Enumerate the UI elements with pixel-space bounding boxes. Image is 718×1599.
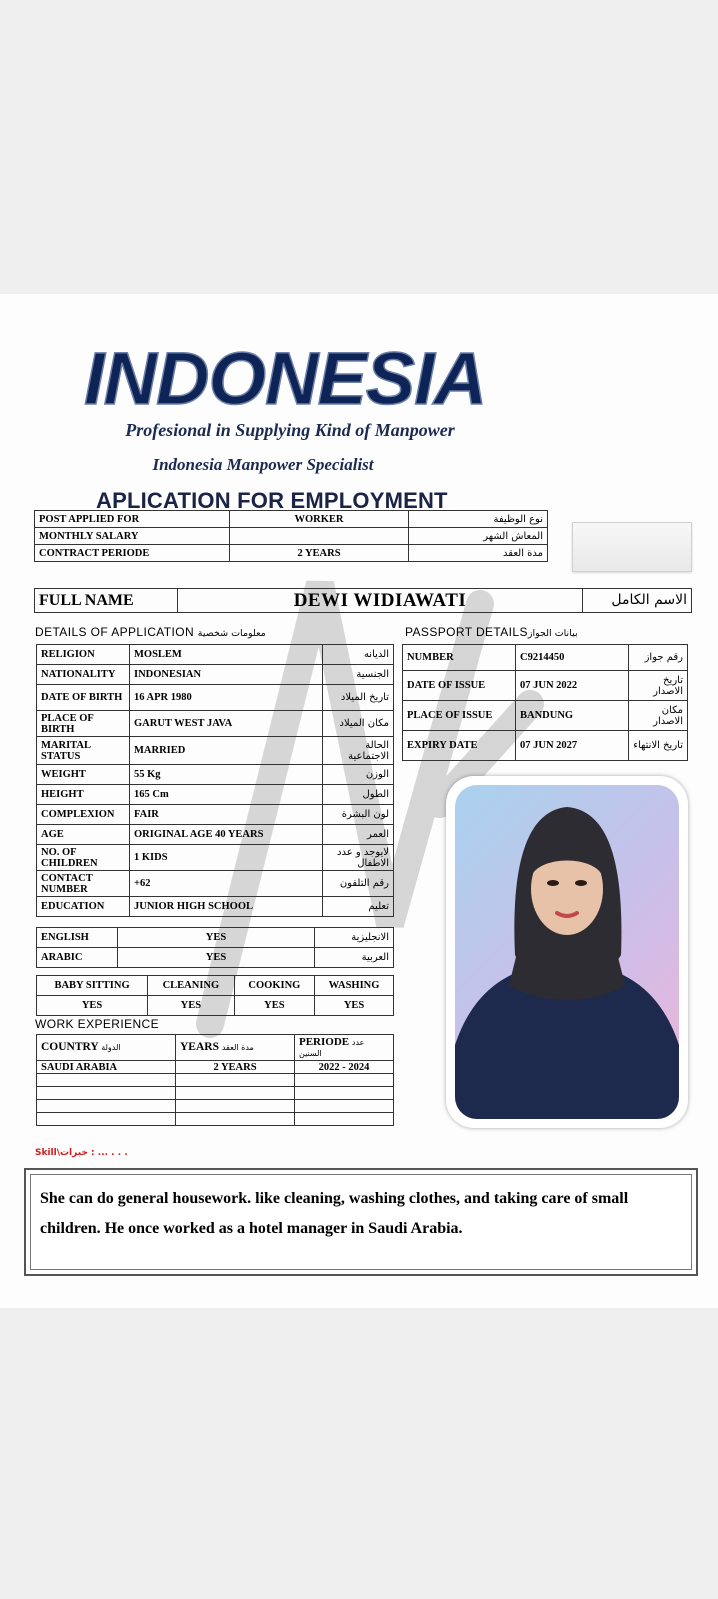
application-sheet (0, 294, 718, 1308)
passport-label-ar: تاريخ الاصدار (629, 671, 688, 701)
exp-country (37, 1113, 176, 1126)
applicant-photo-frame (446, 776, 688, 1128)
job-label-ar: نوع الوظيفة (409, 511, 548, 528)
table-row (37, 976, 394, 996)
passport-value: C9214450 (516, 645, 629, 671)
detail-value: 1 KIDS (130, 845, 323, 871)
detail-label: MARITAL STATUS (37, 737, 130, 765)
exp-years (176, 1074, 295, 1087)
table-row (37, 1035, 394, 1061)
detail-value: 165 Cm (130, 785, 323, 805)
table-row (37, 711, 394, 737)
skill-value: YES (315, 996, 394, 1016)
detail-label: WEIGHT (37, 765, 130, 785)
table-row (37, 665, 394, 685)
language-label: ENGLISH (37, 928, 118, 948)
exp-country (37, 1074, 176, 1087)
job-label-ar: مدة العقد (409, 545, 548, 562)
detail-value: GARUT WEST JAVA (130, 711, 323, 737)
table-row (37, 765, 394, 785)
passport-label: NUMBER (403, 645, 516, 671)
detail-label: DATE OF BIRTH (37, 685, 130, 711)
table-row (37, 825, 394, 845)
detail-label: NO. OF CHILDREN (37, 845, 130, 871)
col-years-text: YEARS (180, 1041, 219, 1053)
table-row (37, 1100, 394, 1113)
detail-value: FAIR (130, 805, 323, 825)
brand-name: INDONESIA (84, 337, 487, 414)
language-table (36, 927, 394, 968)
table-row (403, 645, 688, 671)
table-row (403, 731, 688, 761)
table-row (37, 685, 394, 711)
full-name-label-ar: الاسم الكامل (583, 589, 692, 613)
table-row (37, 897, 394, 917)
form-title: APLICATION FOR EMPLOYMENT (96, 488, 448, 513)
language-label: ARABIC (37, 948, 118, 968)
detail-label: EDUCATION (37, 897, 130, 917)
passport-label: DATE OF ISSUE (403, 671, 516, 701)
full-name-value: DEWI WIDIAWATI (178, 589, 583, 613)
job-value (230, 528, 409, 545)
exp-period: 2022 - 2024 (295, 1061, 394, 1074)
passport-title-ar: بيانات الجواز (527, 628, 578, 639)
table-row (37, 948, 394, 968)
skill-value: YES (37, 996, 148, 1016)
table-row (35, 511, 548, 528)
skill-header: WASHING (315, 976, 394, 996)
passport-value: 07 JUN 2027 (516, 731, 629, 761)
detail-label: PLACE OF BIRTH (37, 711, 130, 737)
detail-label: NATIONALITY (37, 665, 130, 685)
brand-logo (82, 334, 542, 414)
passport-label: EXPIRY DATE (403, 731, 516, 761)
skill-note-label: Skill\خبرات : ... . . . (35, 1148, 128, 1158)
passport-label-ar: تاريخ الانتهاء (629, 731, 688, 761)
exp-years (176, 1087, 295, 1100)
job-label: CONTRACT PERIODE (35, 545, 230, 562)
table-row (403, 671, 688, 701)
skill-note-box (24, 1168, 698, 1276)
detail-label-ar: الديانه (323, 645, 394, 665)
detail-label-ar: الجنسية (323, 665, 394, 685)
exp-years: 2 YEARS (176, 1061, 295, 1074)
exp-country (37, 1100, 176, 1113)
detail-label: CONTACT NUMBER (37, 871, 130, 897)
exp-period (295, 1087, 394, 1100)
language-label-ar: الانجليزية (315, 928, 394, 948)
skill-header: BABY SITTING (37, 976, 148, 996)
col-country (37, 1035, 176, 1061)
detail-value: ORIGINAL AGE 40 YEARS (130, 825, 323, 845)
passport-label: PLACE OF ISSUE (403, 701, 516, 731)
detail-label-ar: مكان الميلاد (323, 711, 394, 737)
details-title-text: DETAILS OF APPLICATION (35, 625, 195, 639)
detail-label-ar: تعليم (323, 897, 394, 917)
detail-label: HEIGHT (37, 785, 130, 805)
table-row (37, 737, 394, 765)
table-row (37, 871, 394, 897)
skill-header: COOKING (234, 976, 314, 996)
exp-period (295, 1113, 394, 1126)
language-value: YES (118, 948, 315, 968)
passport-table (402, 644, 688, 761)
skill-value: YES (148, 996, 235, 1016)
table-row (35, 528, 548, 545)
col-country-text: COUNTRY (41, 1041, 99, 1053)
col-years-ar: مدة العقد (221, 1043, 254, 1052)
detail-value: MARRIED (130, 737, 323, 765)
passport-value: 07 JUN 2022 (516, 671, 629, 701)
col-period (295, 1035, 394, 1061)
table-row (37, 785, 394, 805)
language-value: YES (118, 928, 315, 948)
detail-label: COMPLEXION (37, 805, 130, 825)
table-row (35, 545, 548, 562)
skill-value: YES (234, 996, 314, 1016)
skills-table (36, 975, 394, 1016)
detail-value: +62 (130, 871, 323, 897)
job-label: POST APPLIED FOR (35, 511, 230, 528)
table-row (37, 1087, 394, 1100)
exp-years (176, 1100, 295, 1113)
col-years (176, 1035, 295, 1061)
full-name-table (34, 588, 692, 613)
full-name-label: FULL NAME (35, 589, 178, 613)
table-row (37, 805, 394, 825)
language-label-ar: العربية (315, 948, 394, 968)
passport-title-text: PASSPORT DETAILS (405, 625, 528, 639)
table-row (37, 928, 394, 948)
detail-label-ar: لايوجد و عدد الاطفال (323, 845, 394, 871)
job-label-ar: المعاش الشهر (409, 528, 548, 545)
col-country-ar: الدولة (101, 1043, 121, 1052)
job-label: MONTHLY SALARY (35, 528, 230, 545)
passport-label-ar: رقم جواز (629, 645, 688, 671)
col-period-text: PERIODE (299, 1035, 350, 1048)
detail-value: JUNIOR HIGH SCHOOL (130, 897, 323, 917)
passport-title (405, 625, 578, 639)
detail-value: MOSLEM (130, 645, 323, 665)
passport-value: BANDUNG (516, 701, 629, 731)
detail-value: INDONESIAN (130, 665, 323, 685)
job-value: 2 YEARS (230, 545, 409, 562)
table-row (37, 996, 394, 1016)
details-title (35, 625, 266, 639)
detail-label-ar: الحالة الاجتماعية (323, 737, 394, 765)
detail-value: 55 Kg (130, 765, 323, 785)
detail-label-ar: الوزن (323, 765, 394, 785)
experience-table (36, 1034, 394, 1126)
table-row (37, 1113, 394, 1126)
detail-label-ar: لون البشرة (323, 805, 394, 825)
portrait-illustration (455, 785, 679, 1119)
table-row (37, 1061, 394, 1074)
exp-period (295, 1074, 394, 1087)
exp-country: SAUDI ARABIA (37, 1061, 176, 1074)
detail-label: RELIGION (37, 645, 130, 665)
applicant-photo (455, 785, 679, 1119)
table-row (35, 589, 692, 613)
skill-header: CLEANING (148, 976, 235, 996)
job-value: WORKER (230, 511, 409, 528)
passport-label-ar: مكان الاصدار (629, 701, 688, 731)
job-table (34, 510, 548, 562)
table-row (403, 701, 688, 731)
skill-note-text: She can do general housework. like cleaning, washing clothes, and taking care of small children. He once worked as a hotel manager in Saudi Arabia. (30, 1174, 692, 1270)
detail-label: AGE (37, 825, 130, 845)
table-row (37, 645, 394, 665)
details-title-ar: معلومات شخصية (197, 628, 266, 639)
tagline-secondary: Indonesia Manpower Specialist (152, 455, 374, 474)
table-row (37, 845, 394, 871)
detail-label-ar: العمر (323, 825, 394, 845)
work-experience-title: WORK EXPERIENCE (35, 1017, 160, 1031)
detail-value: 16 APR 1980 (130, 685, 323, 711)
col-period-ar: عدد السنين (299, 1037, 365, 1058)
table-row (37, 1074, 394, 1087)
detail-label-ar: تاريخ الميلاد (323, 685, 394, 711)
exp-country (37, 1087, 176, 1100)
detail-label-ar: رقم التلفون (323, 871, 394, 897)
exp-period (295, 1100, 394, 1113)
exp-years (176, 1113, 295, 1126)
blank-stamp-box (572, 522, 692, 572)
detail-label-ar: الطول (323, 785, 394, 805)
tagline-primary: Profesional in Supplying Kind of Manpower (125, 420, 455, 440)
details-table (36, 644, 394, 917)
